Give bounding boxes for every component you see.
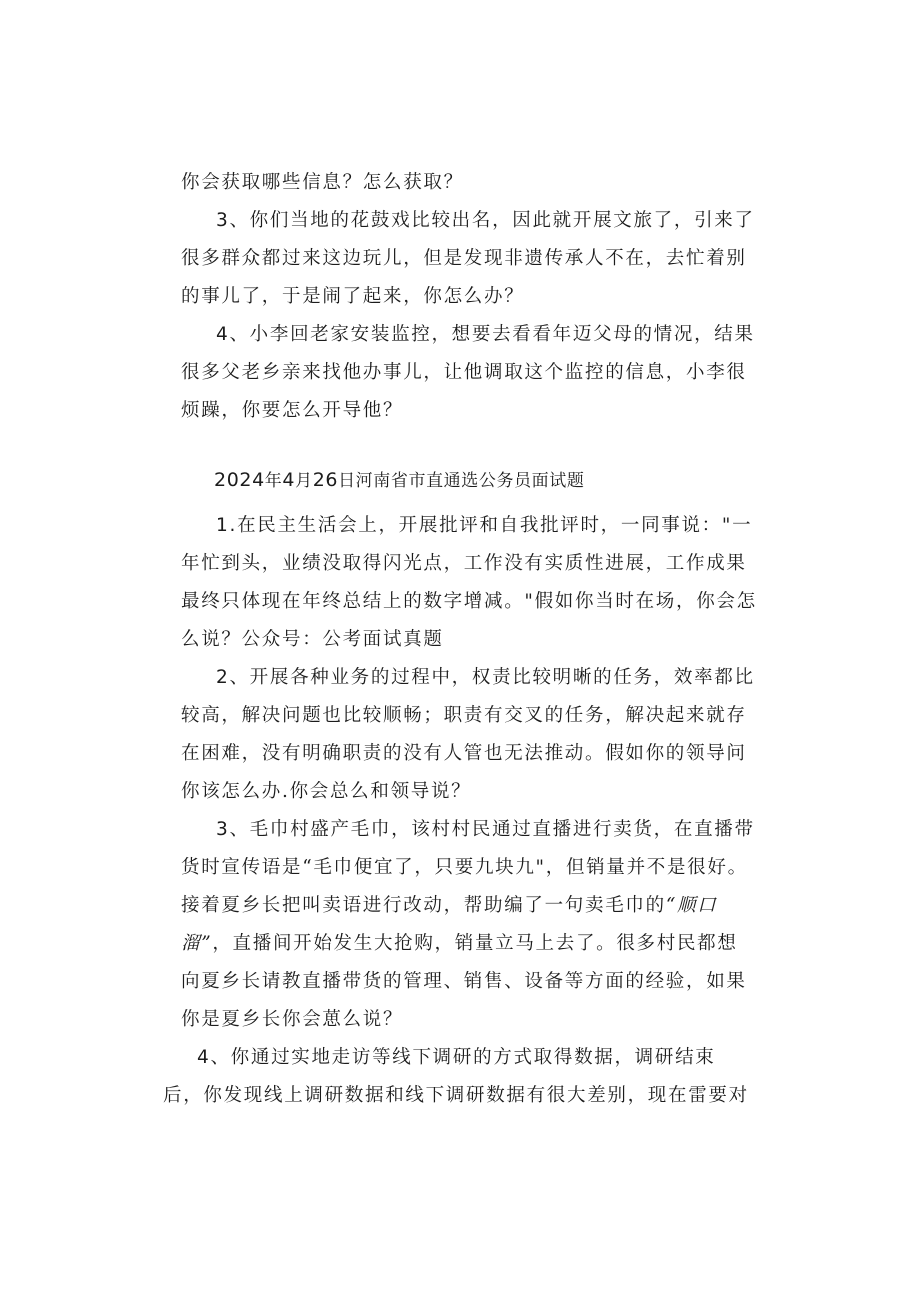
question-number: 3 [216, 819, 230, 840]
question-number: 2 [216, 667, 230, 688]
exam-title [214, 468, 584, 493]
question-number: 3 [216, 210, 230, 231]
question-line [181, 590, 757, 614]
question-line [181, 285, 524, 309]
question-number: 4 [197, 1047, 211, 1068]
question-text: 你该怎么办.你会总么和领导说？ [181, 781, 472, 802]
question-line [181, 932, 738, 956]
question-text: 很多父老乡亲来找他办事儿，让他调取这个监控的信息，小李很 [181, 362, 747, 383]
exam-year: 2024 [214, 469, 265, 491]
question-text: ，直播间开始发生大抢购，销量立马上去了。很多村民都想 [212, 933, 738, 954]
question-text: 货时宣传语是“毛巾便宜了，只要九块九"，但销量并不是很好。 [181, 857, 748, 878]
question-line [181, 856, 748, 880]
question-line [181, 970, 747, 994]
intro-text: 你会获取哪些信息？怎么获取？ [181, 172, 464, 193]
question-line [216, 323, 755, 347]
question-number: 4 [216, 324, 230, 345]
question-line [181, 628, 444, 652]
italic-phrase: “顺口 [665, 895, 718, 916]
question-line [216, 666, 755, 690]
question-text: 你是夏乡长你会葸么说？ [181, 1009, 404, 1030]
question-line [181, 361, 747, 385]
question-line [181, 742, 747, 766]
question-line [181, 704, 747, 728]
question-line [181, 552, 747, 576]
question-line [181, 247, 747, 271]
question-line [216, 209, 755, 233]
question-text: 在困难，没有明确职责的没有人管也无法推动。假如你的领导问 [181, 743, 747, 764]
question-line [197, 1046, 716, 1070]
question-text: 最终只体现在年终总结上的数字增减。"假如你当时在场，你会怎 [181, 591, 757, 612]
italic-phrase: 溜” [181, 933, 213, 954]
exam-month: 4 [282, 469, 296, 491]
question-text: 、你通过实地走访等线下调研的方式取得数据，调研结束 [210, 1047, 716, 1068]
question-text: 很多群众都过来这边玩儿，但是发现非遗传承人不在，去忙着别 [181, 248, 747, 269]
question-number: 1. [216, 515, 238, 536]
exam-month-suffix: 月 [295, 471, 313, 491]
exam-title-rest: 日河南省市直通选公务员面试题 [338, 471, 585, 491]
question-text: 向夏乡长请教直播带货的管理、销售、设备等方面的经验，如果 [181, 971, 747, 992]
question-text: 、你们当地的花鼓戏比较出名，因此就开展文旅了，引来了 [229, 210, 755, 231]
question-text: 的事儿了，于是闹了起来，你怎么办？ [181, 286, 525, 307]
question-line [181, 399, 403, 423]
question-text: 、毛巾村盛产毛巾，该村村民通过直播进行卖货，在直播带 [229, 819, 755, 840]
question-line [163, 1084, 749, 1108]
question-text: 在民主生活会上，开展批评和自我批评时，一同事说："一 [237, 515, 753, 536]
question-text: 、小李回老家安装监控，想要去看看年迈父母的情况，结果 [229, 324, 755, 345]
exam-year-suffix: 年 [264, 471, 283, 491]
question-text: 年忙到头，业绩没取得闪光点，工作没有实质性进展，工作成果 [181, 553, 747, 574]
question-line [216, 818, 755, 842]
question-text: 、开展各种业务的过程中，权责比较明晰的任务，效率都比 [229, 667, 755, 688]
question-text: 接着夏乡长把叫卖语进行改动，帮助编了一句卖毛巾的 [181, 895, 666, 916]
question-line [181, 894, 717, 918]
question-line [216, 514, 752, 538]
intro-line [181, 171, 464, 195]
question-text: 么说？公众号：公考面试真题 [181, 629, 444, 650]
exam-day: 26 [312, 469, 339, 491]
question-line [181, 780, 471, 804]
question-text: 烦躁，你要怎么开导他？ [181, 400, 404, 421]
question-text: 后，你发现线上调研数据和线下调研数据有很大差别，现在雷要对 [163, 1085, 749, 1106]
question-text: 较高，解决问题也比较顺畅；职责有交叉的任务，解决起来就存 [181, 705, 747, 726]
question-line [181, 1008, 403, 1032]
